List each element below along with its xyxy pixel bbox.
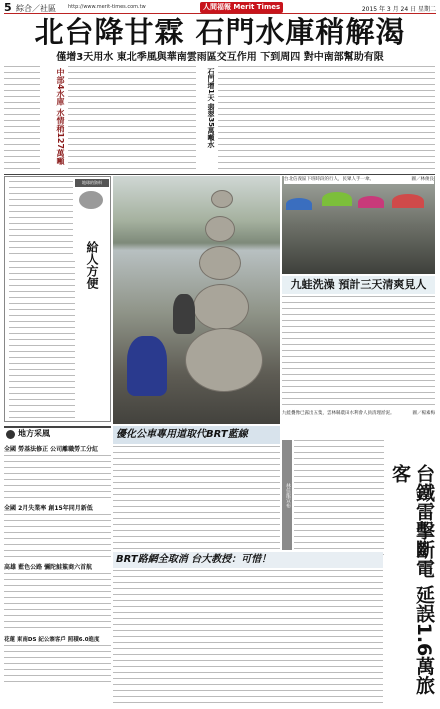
article-body-col-3 <box>218 66 435 174</box>
frog-story-body <box>282 296 435 408</box>
rain-caption-credit: 圖／林俊良 <box>411 177 434 182</box>
brief-body <box>4 455 111 499</box>
frog-statue <box>199 246 241 280</box>
page-number: 5 <box>4 1 12 14</box>
worker-figure <box>127 336 167 396</box>
frog-statue <box>185 328 263 392</box>
brt-body-2 <box>113 570 383 706</box>
umbrella-icon <box>322 192 352 206</box>
local-briefs <box>4 426 111 706</box>
info-box <box>4 176 111 422</box>
main-subhead: 僅增3天用水 東北季風與華南雲雨區交互作用 下到周四 對中南部幫助有限 <box>56 52 384 63</box>
brt-kicker: 林佳龍宣布 <box>282 440 292 550</box>
rain-photo-caption <box>284 176 434 184</box>
info-box-body-bottom <box>9 261 75 419</box>
briefs-section-label <box>4 426 111 440</box>
umbrella-icon <box>286 198 312 210</box>
frog-photo-caption <box>282 410 435 424</box>
brief-title: 全國 2月失業率 創15年同月新低 <box>4 505 93 512</box>
brt-body-side <box>294 440 384 558</box>
brief-title: 高雄 藍色公路 彌陀鮭鯊商六首航 <box>4 564 93 571</box>
info-box-title: 給人方便 <box>85 241 99 289</box>
brief-title: 全國 勞基法修正 公司離職勞工分紅 <box>4 446 99 453</box>
frog-statue <box>211 190 233 208</box>
frog-statue-photo <box>113 176 280 424</box>
rain-caption-text: 台北信義區下班時段的行人，民眾人手一傘。 <box>284 177 374 182</box>
main-headline: 北台降甘霖 石門水庫稍解渴 <box>34 15 406 49</box>
worker-figure <box>173 294 195 334</box>
frog-statue <box>205 216 235 242</box>
brt-headline-2: BRT路網全取消 台大教授：可惜！ <box>113 552 383 568</box>
site-url[interactable]: http://www.merit-times.com.tw <box>68 4 146 10</box>
side-headline-1: 中部4水庫 水情稍127萬噸 <box>56 68 65 166</box>
frog-caption-credit: 圖／楊素梅 <box>412 411 435 416</box>
frog-caption-text: 九蛙疊像已露出五隻，雲林縣農田水利會人員清理淤泥。 <box>282 411 395 416</box>
globe-icon <box>79 191 103 209</box>
info-box-badge: 地球的資料 <box>75 179 109 187</box>
divider <box>4 174 435 175</box>
section-name: 綜合／社區 <box>16 4 56 13</box>
brief-body <box>4 645 111 683</box>
brief-body <box>4 573 111 631</box>
rail-headline: 台鐵雷擊斷電 延誤1.6萬旅客 <box>389 464 435 695</box>
article-body-col-2 <box>68 66 196 174</box>
umbrella-icon <box>392 194 424 208</box>
issue-date: 2015 年 3 月 24 日 星期二 <box>361 6 436 13</box>
umbrella-icon <box>358 196 384 208</box>
rain-pedestrians-photo <box>282 176 435 274</box>
side-headline-2: 石門增1天 翡翠35萬噸水 <box>207 68 215 149</box>
page-header <box>4 2 436 14</box>
section-marker-icon <box>6 430 15 439</box>
briefs-section-title: 地方采風 <box>18 429 50 438</box>
frog-statue <box>193 284 249 330</box>
frog-story-headline: 九蛙洗澡 預計三天清爽見人 <box>282 276 435 294</box>
brt-body <box>113 446 280 550</box>
newspaper-logo: 人間福報 Merit Times <box>200 2 283 13</box>
brief-body <box>4 514 111 558</box>
info-box-body-top <box>9 181 73 257</box>
brt-headline: 優化公車專用道取代BRT藍線 <box>113 426 280 444</box>
brief-title: 花蓮 東南DS 紀公寨客戶 照積6.0進度 <box>4 637 100 643</box>
article-body-col-1 <box>4 66 40 174</box>
